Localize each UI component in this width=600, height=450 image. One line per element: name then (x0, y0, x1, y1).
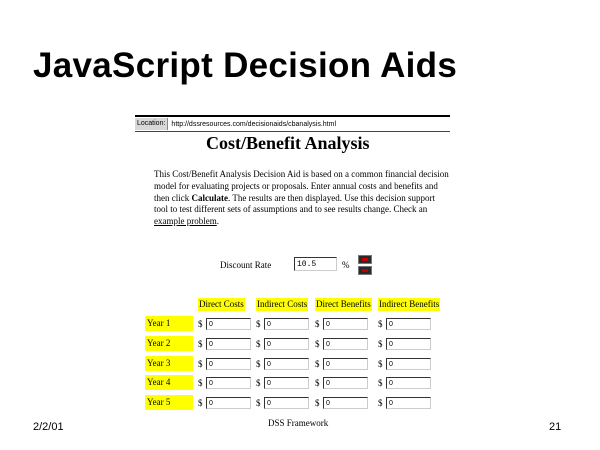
value-input[interactable] (323, 338, 368, 350)
intro-text-end: . (216, 216, 219, 227)
footer-title: DSS Framework (268, 418, 329, 428)
value-input[interactable] (386, 397, 431, 409)
value-input[interactable] (323, 318, 368, 330)
currency-symbol: $ (315, 319, 320, 329)
value-input[interactable] (386, 358, 431, 370)
value-input[interactable] (264, 377, 309, 389)
currency-symbol: $ (256, 359, 261, 369)
year-label: Year 1 (145, 316, 193, 331)
reset-button-indicator (362, 269, 368, 272)
currency-symbol: $ (256, 339, 261, 349)
discount-rate-input[interactable] (294, 257, 337, 271)
calculate-button-indicator (362, 258, 368, 261)
currency-symbol: $ (256, 319, 261, 329)
currency-symbol: $ (198, 339, 203, 349)
location-label: Location: (135, 118, 168, 130)
value-input[interactable] (386, 338, 431, 350)
value-input[interactable] (264, 318, 309, 330)
calculate-button[interactable] (358, 255, 372, 264)
year-label: Year 2 (145, 336, 193, 351)
currency-symbol: $ (256, 398, 261, 408)
currency-symbol: $ (198, 378, 203, 388)
location-url-field[interactable]: http://dssresources.com/decisionaids/cbanalysis.html (171, 120, 336, 128)
value-input[interactable] (323, 358, 368, 370)
percent-sign: % (342, 260, 350, 270)
currency-symbol: $ (256, 378, 261, 388)
currency-symbol: $ (378, 339, 383, 349)
value-input[interactable] (206, 318, 251, 330)
currency-symbol: $ (378, 398, 383, 408)
value-input[interactable] (323, 377, 368, 389)
currency-symbol: $ (315, 339, 320, 349)
column-header: Indirect Benefits (379, 299, 440, 309)
intro-calculate-bold: Calculate (191, 192, 228, 203)
value-input[interactable] (323, 397, 368, 409)
year-label: Year 3 (145, 356, 193, 371)
currency-symbol: $ (378, 359, 383, 369)
value-input[interactable] (264, 358, 309, 370)
value-input[interactable] (264, 397, 309, 409)
currency-symbol: $ (315, 378, 320, 388)
slide-title: JavaScript Decision Aids (33, 46, 458, 85)
value-input[interactable] (206, 358, 251, 370)
example-problem-link[interactable]: example problem (154, 216, 217, 227)
value-input[interactable] (386, 377, 431, 389)
currency-symbol: $ (315, 359, 320, 369)
currency-symbol: $ (198, 398, 203, 408)
currency-symbol: $ (315, 398, 320, 408)
column-header: Indirect Costs (257, 299, 308, 309)
value-input[interactable] (206, 338, 251, 350)
footer-date: 2/2/01 (33, 421, 64, 433)
discount-rate-label: Discount Rate (220, 260, 272, 270)
value-input[interactable] (264, 338, 309, 350)
value-input[interactable] (206, 397, 251, 409)
browser-location-bar (135, 115, 450, 132)
reset-button[interactable] (358, 266, 372, 275)
value-input[interactable] (386, 318, 431, 330)
page-heading: Cost/Benefit Analysis (206, 133, 370, 153)
currency-symbol: $ (378, 319, 383, 329)
column-header: Direct Costs (199, 299, 244, 309)
intro-text-1: This Cost/Benefit Analysis Decision Aid is based on a common financial decision model for evaluating projects or proposals. Enter annual costs and benefits and then click (154, 169, 449, 203)
column-header: Direct Benefits (316, 299, 371, 309)
currency-symbol: $ (198, 319, 203, 329)
value-input[interactable] (206, 377, 251, 389)
currency-symbol: $ (198, 359, 203, 369)
intro-paragraph (154, 169, 450, 228)
year-label: Year 5 (145, 395, 193, 410)
currency-symbol: $ (378, 378, 383, 388)
year-label: Year 4 (145, 375, 193, 390)
page-number: 21 (549, 421, 562, 433)
intro-text-2: . The results are then displayed. Use this decision support tool to test different sets of assumptions and to see results change. Check an (154, 192, 436, 215)
